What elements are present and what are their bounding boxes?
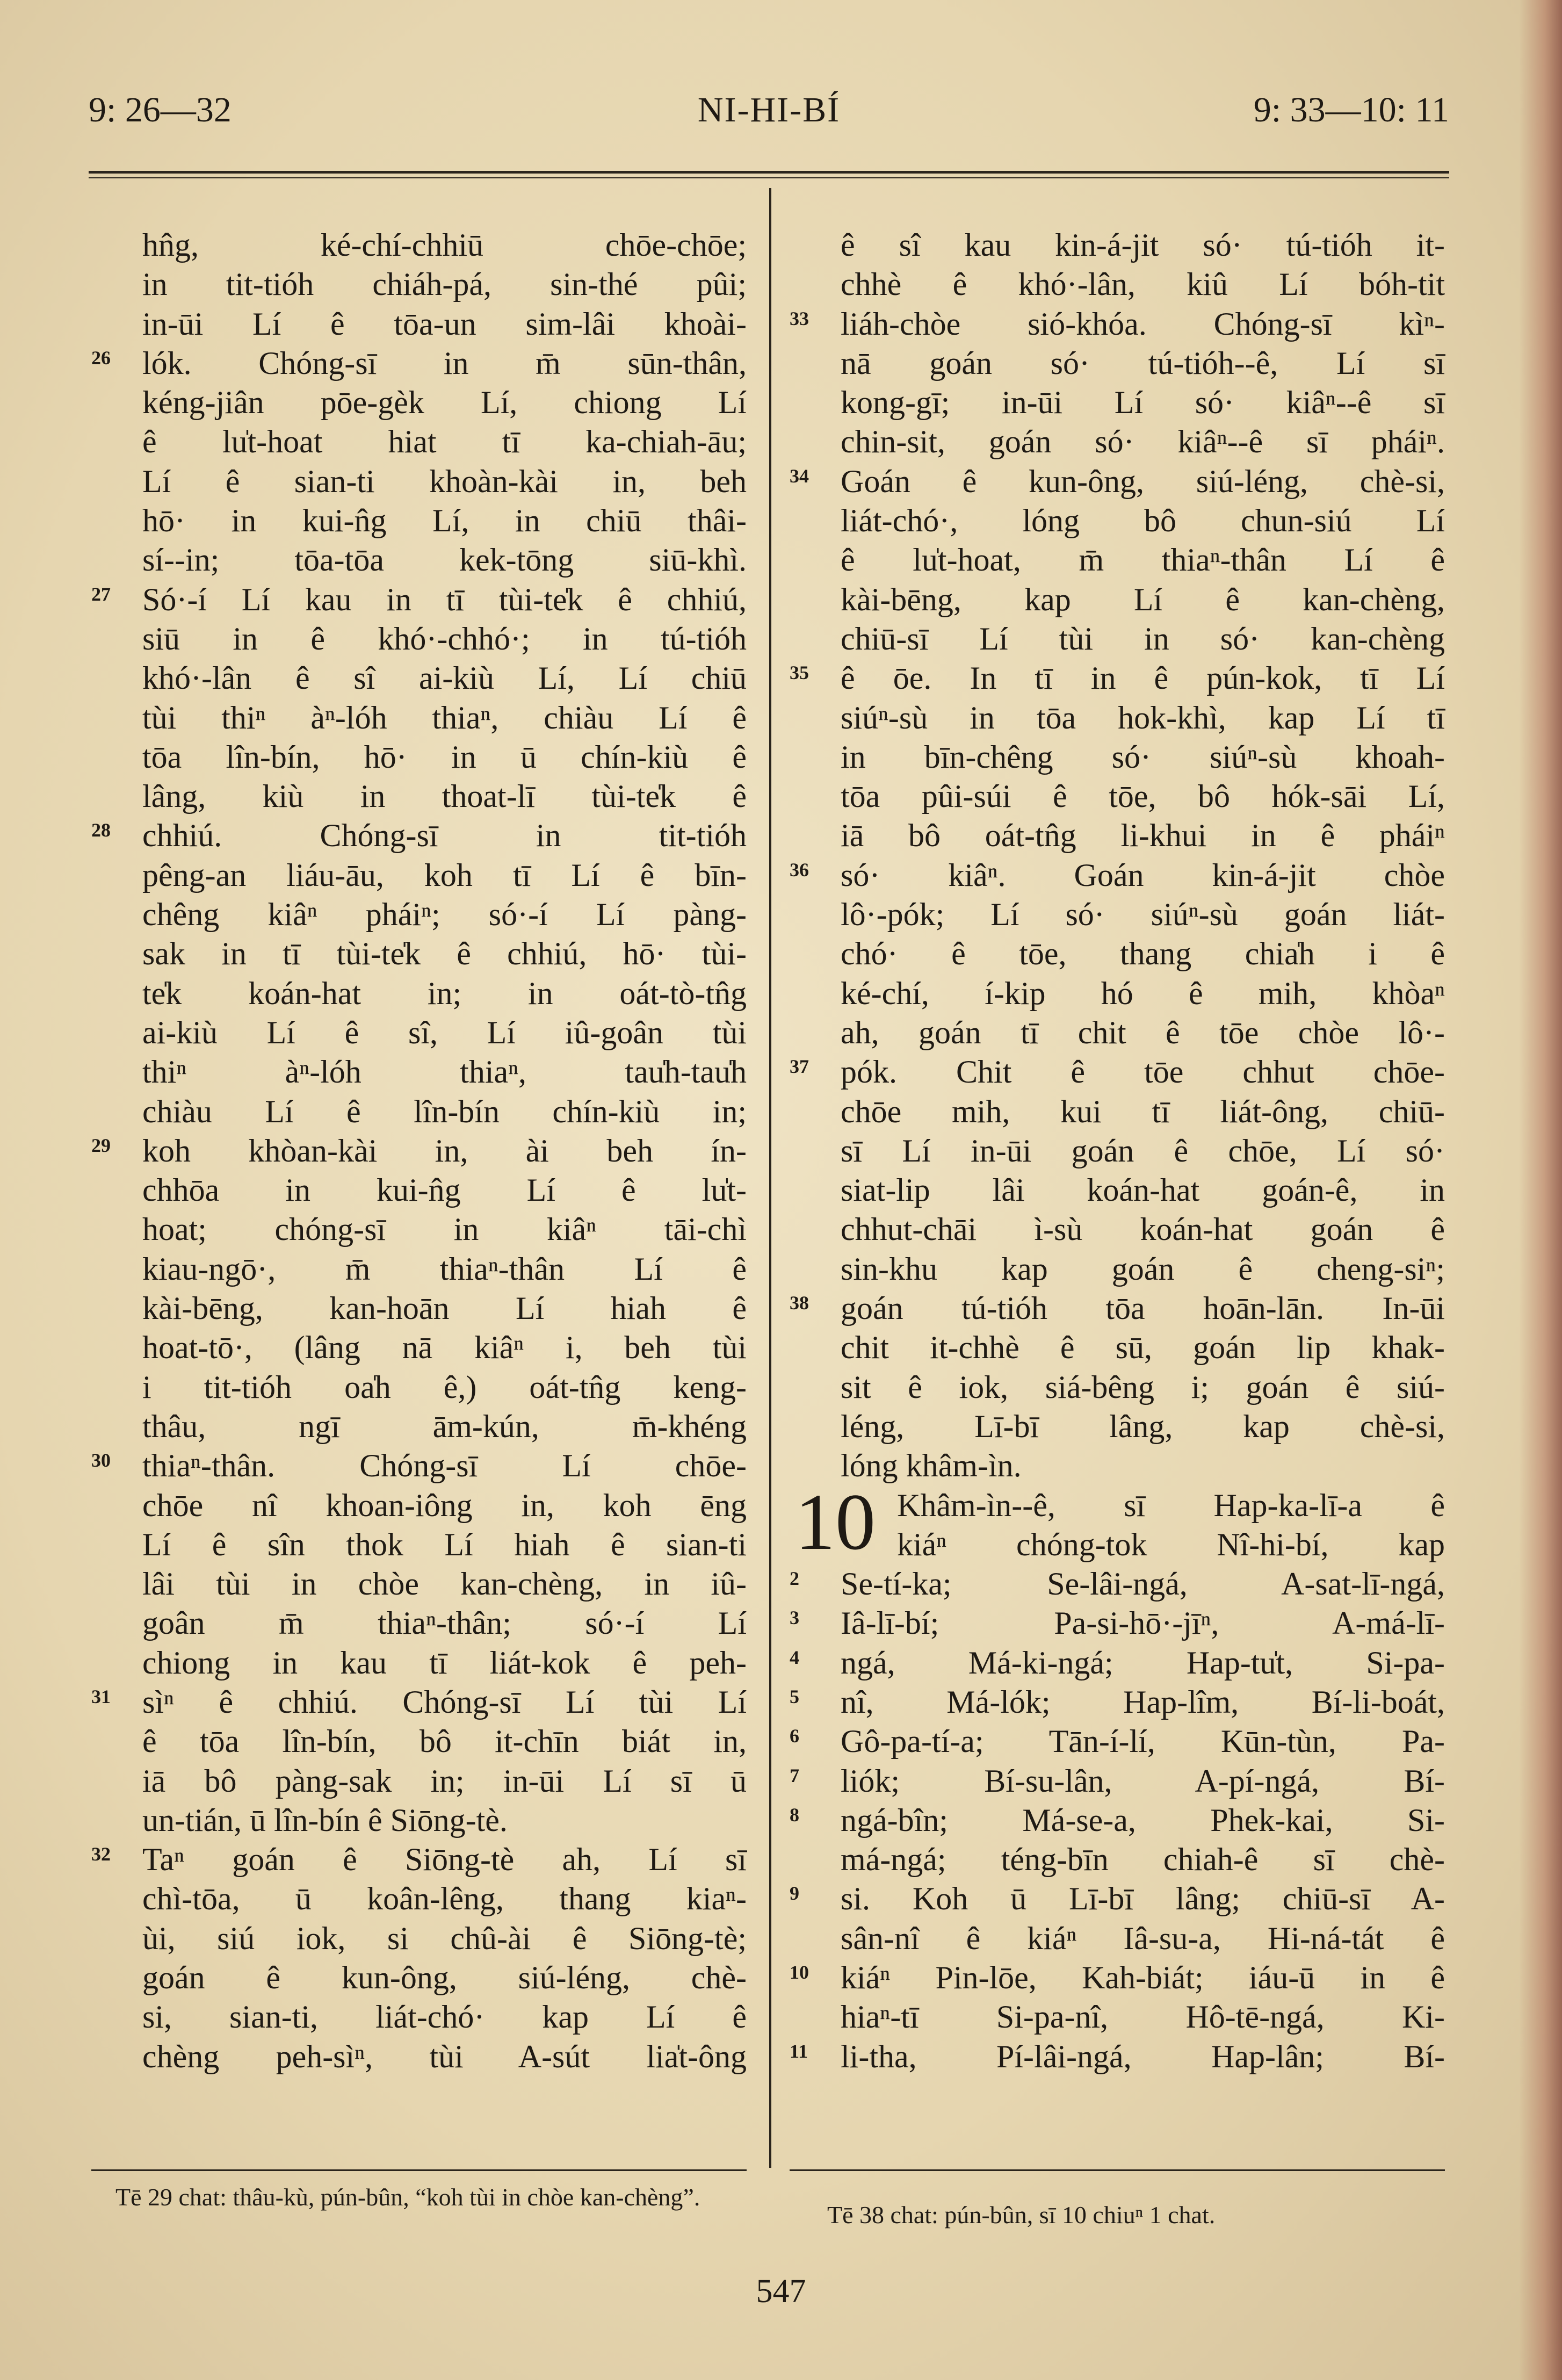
line-text: chin-sit, goán só· kiâⁿ--ê sī pháiⁿ. — [841, 424, 1445, 460]
line-text: goân m̄ thiaⁿ-thân; só·-í Lí — [142, 1605, 747, 1641]
verse-number: 35 — [790, 662, 809, 684]
line-text: iā bô oát-tn̂g li-khui in ê pháiⁿ — [841, 818, 1445, 854]
text-line — [790, 1368, 1445, 1407]
line-text: in bīn-chêng só· siúⁿ-sù khoah- — [841, 739, 1445, 775]
column-divider — [769, 188, 771, 2168]
line-text: kiau-ngō·, m̄ thiaⁿ-thân Lí ê — [142, 1251, 747, 1287]
text-line — [91, 305, 747, 344]
verse-number: 28 — [91, 819, 111, 841]
text-line — [91, 1683, 747, 1722]
verse-number: 26 — [91, 347, 111, 369]
line-text: Lí ê sîn thok Lí hiah ê sian-ti — [142, 1526, 747, 1562]
line-text: hō· in kui-n̂g Lí, in chiū thâi- — [142, 503, 747, 539]
line-text: chì-tōa, ū koân-lêng, thang kiaⁿ- — [142, 1881, 747, 1917]
line-text: si, sian-ti, liát-chó· kap Lí ê — [142, 1999, 747, 2035]
text-line — [91, 1997, 747, 2037]
verse-number: 7 — [790, 1764, 799, 1786]
text-line — [790, 540, 1445, 580]
verse-number: 27 — [91, 583, 111, 605]
text-line — [91, 1919, 747, 1958]
text-line — [91, 1407, 747, 1446]
text-line — [91, 1092, 747, 1131]
line-text: koh khòan-kài in, ài beh ín- — [142, 1133, 747, 1169]
text-line — [91, 1013, 747, 1052]
text-line — [91, 1762, 747, 1801]
line-text: sit ê iok, siá-bêng i; goán ê siú- — [841, 1369, 1445, 1405]
verse-number: 29 — [91, 1134, 111, 1156]
line-text: lâng, kiù in thoat-lī tùi-te̍k ê — [142, 778, 747, 814]
line-text: Goán ê kun-ông, siú-léng, chè-si, — [841, 463, 1445, 499]
line-text: chhè ê khó·-lân, kiû Lí bóh-tit — [841, 266, 1445, 302]
line-text: ê lu̍t-hoat, m̄ thiaⁿ-thân Lí ê — [841, 542, 1445, 578]
text-line — [790, 1052, 1445, 1092]
text-line — [790, 2037, 1445, 2076]
text-line — [91, 1131, 747, 1171]
line-text: Se-tí-ka; Se-lâi-ngá, A-sat-lī-ngá, — [841, 1566, 1445, 1602]
text-line — [91, 1052, 747, 1092]
line-text: thâu, ngī ām-kún, m̄-khéng — [142, 1408, 747, 1444]
line-text: kài-bēng, kap Lí ê kan-chèng, — [841, 581, 1445, 617]
line-text: chèng peh-sìⁿ, tùi A-sút lia̍t-ông — [142, 2038, 747, 2074]
verse-number: 10 — [790, 1961, 809, 1984]
footnote-rule-left — [91, 2169, 747, 2171]
line-text: chó· ê tōe, thang chia̍h i ê — [841, 936, 1445, 972]
text-line — [790, 344, 1445, 383]
line-text: tùi thiⁿ àⁿ-lóh thiaⁿ, chiàu Lí ê — [142, 699, 747, 735]
line-text: sân-nî ê kiáⁿ Iâ-su-a, Hi-ná-tát ê — [841, 1920, 1445, 1956]
text-line — [790, 1446, 1445, 1485]
line-text: te̍k koán-hat in; in oát-tò-tn̂g — [142, 975, 747, 1011]
line-text: tōa lîn-bín, hō· in ū chín-kiù ê — [142, 739, 747, 775]
text-line — [790, 580, 1445, 619]
text-line — [790, 934, 1445, 973]
text-line — [91, 1801, 747, 1840]
text-line — [91, 895, 747, 934]
text-line — [91, 974, 747, 1013]
verse-number: 32 — [91, 1843, 111, 1865]
text-line — [91, 738, 747, 777]
line-text: ê lu̍t-hoat hiat tī ka-chiah-āu; — [142, 424, 747, 460]
page-edge-shadow — [1519, 0, 1562, 2380]
line-text: hiaⁿ-tī Si-pa-nî, Hô-tē-ngá, Ki- — [841, 1999, 1445, 2035]
text-line — [790, 816, 1445, 855]
right-text-column — [790, 226, 1445, 2076]
text-line — [790, 1407, 1445, 1446]
line-text: thiⁿ àⁿ-lóh thiaⁿ, tau̍h-tau̍h — [142, 1054, 747, 1090]
line-text: ùi, siú iok, si chû-ài ê Siōng-tè; — [142, 1920, 747, 1956]
text-line — [790, 1289, 1445, 1328]
text-line — [790, 422, 1445, 461]
line-text: Taⁿ goán ê Siōng-tè ah, Lí sī — [142, 1842, 747, 1878]
verse-number: 36 — [790, 859, 809, 881]
line-text: iā bô pàng-sak in; in-ūi Lí sī ū — [142, 1763, 747, 1799]
line-text: kiáⁿ Pin-lōe, Kah-biát; iáu-ū in ê — [841, 1960, 1445, 1996]
text-line — [91, 659, 747, 698]
verse-number: 31 — [91, 1685, 111, 1707]
line-text: sìⁿ ê chhiú. Chóng-sī Lí tùi Lí — [142, 1684, 747, 1720]
line-text: ê tōa lîn-bín, bô it-chīn biát in, — [142, 1723, 747, 1759]
line-text: i tit-tióh oa̍h ê,) oát-tn̂g keng- — [142, 1369, 747, 1405]
verse-number: 6 — [790, 1725, 799, 1747]
text-line — [790, 698, 1445, 738]
text-line — [91, 1958, 747, 1997]
line-text: chhōa in kui-n̂g Lí ê lu̍t- — [142, 1172, 747, 1208]
line-text: li-tha, Pí-lâi-ngá, Hap-lân; Bí- — [841, 2038, 1445, 2074]
text-line — [790, 305, 1445, 344]
text-line — [790, 659, 1445, 698]
text-line — [790, 1722, 1445, 1761]
verse-number: 5 — [790, 1685, 799, 1707]
line-text: un-tián, ū lîn-bín ê Siōng-tè. — [142, 1802, 508, 1838]
text-line — [790, 1131, 1445, 1171]
text-line — [790, 1997, 1445, 2037]
line-text: chōe mih, kui tī liát-ông, chiū- — [841, 1093, 1445, 1129]
text-line — [91, 1328, 747, 1367]
text-line — [91, 540, 747, 580]
text-line — [790, 777, 1445, 816]
text-line — [91, 698, 747, 738]
line-text: thiaⁿ-thân. Chóng-sī Lí chōe- — [142, 1448, 747, 1484]
line-text: lâi tùi in chòe kan-chèng, in iû- — [142, 1566, 747, 1602]
line-text: Lí ê sian-ti khoàn-kài in, beh — [142, 463, 747, 499]
line-text: tōa pûi-súi ê tōe, bô hók-sāi Lí, — [841, 778, 1445, 814]
line-text: chit it-chhè ê sū, goán lip khak- — [841, 1330, 1445, 1366]
line-text: ngá, Má-ki-ngá; Hap-tu̍t, Si-pa- — [841, 1645, 1445, 1681]
line-text: nā goán só· tú-tióh--ê, Lí sī — [841, 345, 1445, 381]
text-line — [91, 1643, 747, 1683]
text-line — [790, 1683, 1445, 1722]
header-rule-thin — [89, 177, 1449, 178]
text-line — [790, 1840, 1445, 1879]
text-line — [91, 1171, 747, 1210]
verse-number: 38 — [790, 1292, 809, 1314]
line-text: siat-lip lâi koán-hat goán-ê, in — [841, 1172, 1445, 1208]
text-line — [91, 226, 747, 265]
text-line — [91, 501, 747, 540]
line-text: nî, Má-lók; Hap-lîm, Bí-li-boát, — [841, 1684, 1445, 1720]
line-text: hoat-tō·, (lâng nā kiâⁿ i, beh tùi — [142, 1330, 747, 1366]
text-line — [790, 974, 1445, 1013]
line-text: chōe nî khoan-iông in, koh ēng — [142, 1487, 747, 1523]
text-line — [91, 1879, 747, 1919]
text-line — [91, 1840, 747, 1879]
text-line — [91, 777, 747, 816]
line-text: ê sî kau kin-á-jit só· tú-tióh it- — [841, 227, 1445, 263]
line-text: liáh-chòe sió-khóa. Chóng-sī kìⁿ- — [841, 306, 1445, 342]
verse-number: 3 — [790, 1607, 799, 1629]
line-text: siúⁿ-sù in tōa hok-khì, kap Lí tī — [841, 699, 1445, 735]
verse-number: 8 — [790, 1804, 799, 1826]
line-text: lô·-pók; Lí só· siúⁿ-sù goán liát- — [841, 897, 1445, 933]
line-text: ké-chí, í-kip hó ê mih, khòaⁿ — [841, 975, 1445, 1011]
line-text: ai-kiù Lí ê sî, Lí iû-goân tùi — [142, 1014, 747, 1050]
text-line — [790, 1013, 1445, 1052]
line-text: liát-chó·, lóng bô chun-siú Lí — [841, 503, 1445, 539]
line-text: ngá-bîn; Má-se-a, Phek-kai, Si- — [841, 1802, 1445, 1838]
verse-number: 9 — [790, 1883, 799, 1905]
text-line — [790, 1564, 1445, 1604]
chapter-number: 10 — [795, 1477, 876, 1567]
text-line — [91, 1368, 747, 1407]
verse-number: 33 — [790, 307, 809, 329]
text-line — [790, 856, 1445, 895]
footnote-rule-right — [790, 2169, 1445, 2171]
line-text: kài-bēng, kan-hoān Lí hiah ê — [142, 1290, 747, 1326]
line-text: khó·-lân ê sî ai-kiù Lí, Lí chiū — [142, 660, 747, 696]
verse-number: 37 — [790, 1056, 809, 1078]
text-line — [91, 1210, 747, 1249]
line-text: chiū-sī Lí tùi in só· kan-chèng — [841, 621, 1445, 657]
verse-number: 34 — [790, 465, 809, 487]
text-line — [790, 1328, 1445, 1367]
line-text: chhut-chāi ì-sù koán-hat goán ê — [841, 1211, 1445, 1247]
running-header — [89, 89, 1449, 132]
line-text: chhiú. Chóng-sī in tit-tióh — [142, 818, 747, 854]
left-text-column — [91, 226, 747, 2076]
line-text: in tit-tióh chiáh-pá, sin-thé pûi; — [142, 266, 747, 302]
verse-number: 2 — [790, 1568, 799, 1590]
text-line — [790, 895, 1445, 934]
text-line — [790, 1210, 1445, 1249]
line-text: ê ōe. In tī in ê pún-kok, tī Lí — [841, 660, 1445, 696]
text-line — [790, 462, 1445, 501]
text-line — [790, 1250, 1445, 1289]
line-text: lóng khâm-ìn. — [841, 1448, 1022, 1484]
text-line — [91, 344, 747, 383]
line-text: si. Koh ū Lī-bī lâng; chiū-sī A- — [841, 1881, 1445, 1917]
line-text: lók. Chóng-sī in m̄ sūn-thân, — [142, 345, 747, 381]
line-text: siū in ê khó·-chhó·; in tú-tióh — [142, 621, 747, 657]
verse-number: 11 — [790, 2040, 808, 2062]
line-text: má-ngá; téng-bīn chiah-ê sī chè- — [841, 1842, 1445, 1878]
line-text: pók. Chit ê tōe chhut chōe- — [841, 1054, 1445, 1090]
text-line — [91, 1564, 747, 1604]
header-rule-thick — [89, 171, 1449, 174]
text-line — [790, 501, 1445, 540]
text-line — [91, 265, 747, 304]
text-line — [91, 462, 747, 501]
text-line — [91, 1525, 747, 1564]
header-right-reference: 9: 33—10: 11 — [1253, 90, 1449, 129]
text-line — [91, 619, 747, 659]
line-text: kong-gī; in-ūi Lí só· kiâⁿ--ê sī — [841, 385, 1445, 421]
line-text: Iâ-lī-bí; Pa-si-hō·-jīⁿ, A-má-lī- — [841, 1605, 1445, 1641]
text-line — [91, 856, 747, 895]
line-text: goán ê kun-ông, siú-léng, chè- — [142, 1960, 747, 1996]
text-line — [91, 2037, 747, 2076]
line-text: chêng kiâⁿ pháiⁿ; só·-í Lí pàng- — [142, 897, 747, 933]
line-text: Gô-pa-tí-a; Tān-í-lí, Kūn-tùn, Pa- — [841, 1723, 1445, 1759]
header-left-reference: 9: 26—32 — [89, 90, 232, 129]
text-line — [790, 1762, 1445, 1801]
verse-number: 4 — [790, 1646, 799, 1668]
line-text: ah, goán tī chit ê tōe chòe lô·- — [841, 1014, 1445, 1050]
text-line — [790, 1525, 1445, 1564]
text-line — [790, 1801, 1445, 1840]
line-text: goán tú-tióh tōa hoān-lān. In-ūi — [841, 1290, 1445, 1326]
text-line — [790, 1879, 1445, 1919]
text-line — [91, 1250, 747, 1289]
line-text: hoat; chóng-sī in kiâⁿ tāi-chì — [142, 1211, 747, 1247]
line-text: liók; Bí-su-lân, A-pí-ngá, Bí- — [841, 1763, 1445, 1799]
line-text: pêng-an liáu-āu, koh tī Lí ê bīn- — [142, 857, 747, 893]
text-line — [790, 738, 1445, 777]
line-text: sī Lí in-ūi goán ê chōe, Lí só· — [841, 1133, 1445, 1169]
line-text: kiáⁿ chóng-tok Nî-hi-bí, kap — [897, 1526, 1445, 1562]
text-line — [790, 1919, 1445, 1958]
page-number: 547 — [756, 2273, 806, 2310]
text-line — [91, 1722, 747, 1761]
text-line — [790, 226, 1445, 265]
text-line — [790, 1643, 1445, 1683]
line-text: sak in tī tùi-te̍k ê chhiú, hō· tùi- — [142, 936, 747, 972]
line-text: chiong in kau tī liát-kok ê peh- — [142, 1645, 747, 1681]
verse-number: 30 — [91, 1449, 111, 1472]
text-line — [91, 1486, 747, 1525]
line-text: in-ūi Lí ê tōa-un sim-lâi khoài- — [142, 306, 747, 342]
line-text: Só·-í Lí kau in tī tùi-te̍k ê chhiú, — [142, 581, 747, 617]
header-book-title: NI-HI-BÍ — [697, 90, 841, 129]
text-line — [91, 816, 747, 855]
text-line — [790, 1171, 1445, 1210]
text-line — [91, 383, 747, 422]
line-text: léng, Lī-bī lâng, kap chè-si, — [841, 1408, 1445, 1444]
line-text: chiàu Lí ê lîn-bín chín-kiù in; — [142, 1093, 747, 1129]
line-text: Khâm-ìn--ê, sī Hap-ka-lī-a ê — [897, 1487, 1445, 1523]
line-text: hn̂g, ké-chí-chhiū chōe-chōe; — [142, 227, 747, 263]
text-line — [91, 934, 747, 973]
text-line — [790, 1958, 1445, 1997]
line-text: sin-khu kap goán ê cheng-siⁿ; — [841, 1251, 1445, 1287]
line-text: kéng-jiân pōe-gèk Lí, chiong Lí — [142, 385, 747, 421]
line-text: sí--in; tōa-tōa kek-tōng siū-khì. — [142, 542, 747, 578]
text-line — [91, 1289, 747, 1328]
line-text: só· kiâⁿ. Goán kin-á-jit chòe — [841, 857, 1445, 893]
text-line — [91, 422, 747, 461]
text-line — [790, 1092, 1445, 1131]
footnote-right: Tē 38 chat: pún-bûn, sī 10 chiuⁿ 1 chat. — [827, 2201, 1216, 2228]
text-line — [91, 580, 747, 619]
footnote-left: Tē 29 chat: thâu-kù, pún-bûn, “koh tùi in chòe kan-chèng”. — [115, 2183, 700, 2211]
text-line — [790, 383, 1445, 422]
text-line — [790, 265, 1445, 304]
text-line — [91, 1604, 747, 1643]
text-line — [790, 619, 1445, 659]
text-line — [790, 1604, 1445, 1643]
text-line — [91, 1446, 747, 1485]
